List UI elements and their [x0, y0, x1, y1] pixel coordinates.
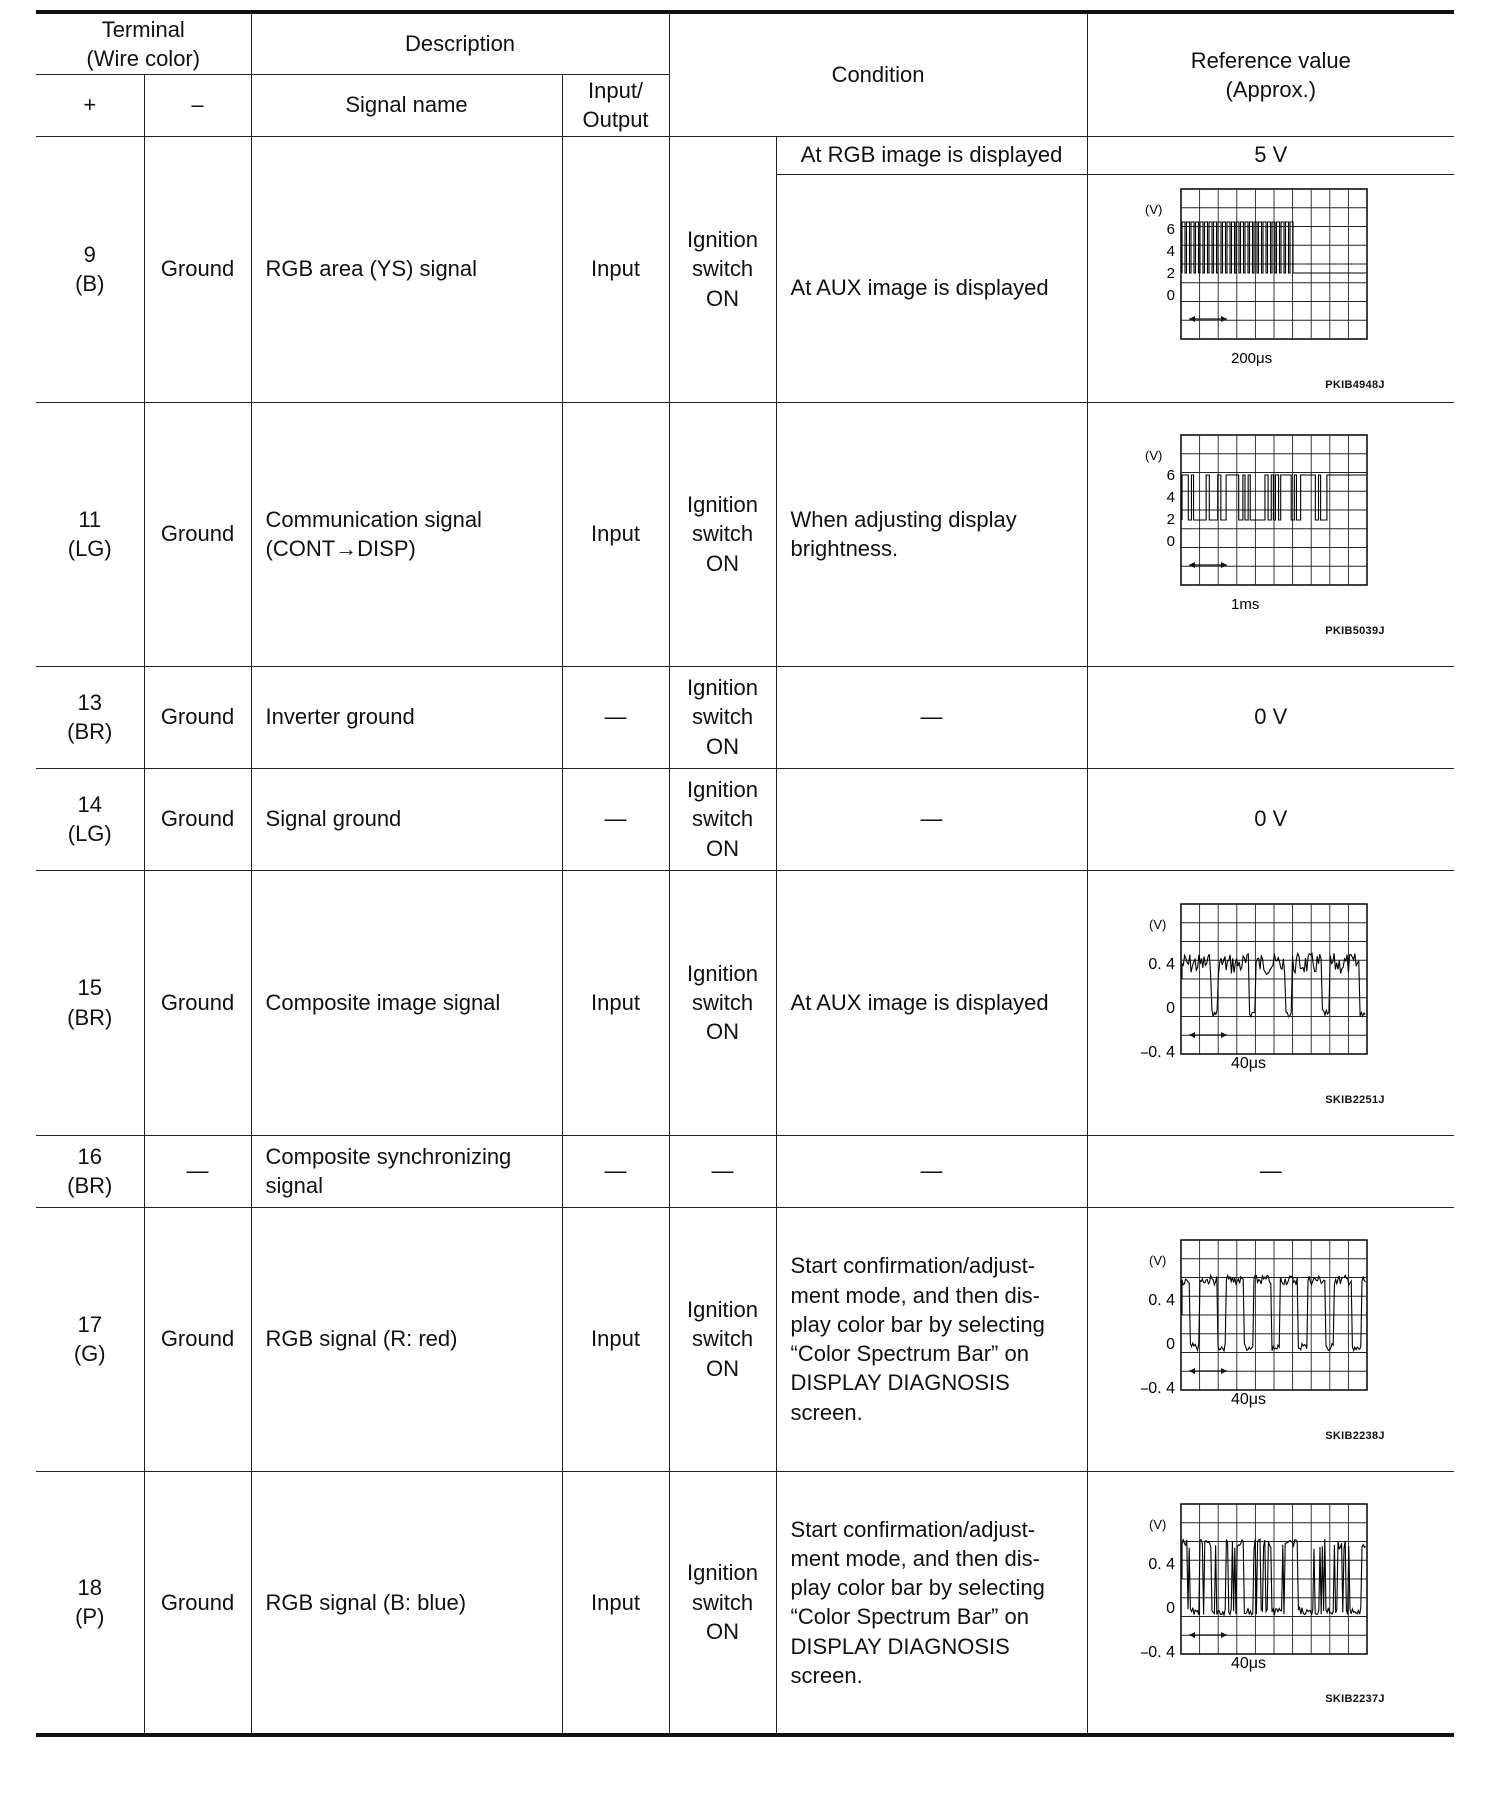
time-arrow-head: [1221, 562, 1227, 568]
waveform-id: SKIB2238J: [1325, 1430, 1385, 1442]
svg-text:40μs: 40μs: [1230, 1654, 1266, 1672]
waveform-composite: [1141, 894, 1401, 1104]
waveform-cell: [1087, 1471, 1454, 1735]
ground-cell: Ground: [144, 136, 251, 402]
condition-cell: At AUX image is displayed: [776, 870, 1087, 1135]
table-row: [36, 666, 1454, 768]
signal-name: Composite image signal: [251, 870, 562, 1135]
header-minus: –: [144, 74, 251, 136]
scope-graticule: [1181, 1240, 1367, 1390]
terminal-number: 14 (LG): [36, 768, 144, 870]
ground-cell: Ground: [144, 870, 251, 1135]
waveform-cell: [1087, 174, 1454, 402]
header-plus: +: [36, 74, 144, 136]
condition-cell: —: [776, 1135, 1087, 1207]
io-cell: Input: [562, 1207, 669, 1471]
sub-value: 5 V: [1087, 136, 1454, 174]
terminal-reference-table: [36, 10, 1454, 1737]
svg-text:0: 0: [1166, 287, 1175, 305]
header-description: Description: [251, 12, 669, 74]
table-row: [36, 870, 1454, 1135]
scope-graticule: [1181, 1504, 1367, 1654]
time-arrow-tail: [1189, 1032, 1195, 1038]
ground-cell: Ground: [144, 768, 251, 870]
ground-cell: Ground: [144, 1207, 251, 1471]
table-row: [36, 136, 1454, 174]
waveform-comm: [1141, 425, 1401, 635]
condition-cell: —: [776, 666, 1087, 768]
svg-text:40μs: 40μs: [1230, 1054, 1266, 1072]
scope-graticule: [1181, 189, 1367, 339]
waveform-cell: [1087, 870, 1454, 1135]
table-row: [36, 1207, 1454, 1471]
terminal-number: 18 (P): [36, 1471, 144, 1735]
table-row: [36, 1471, 1454, 1735]
sub-condition: At RGB image is displayed: [776, 136, 1087, 174]
header-input-output: Input/ Output: [562, 74, 669, 136]
signal-name: Inverter ground: [251, 666, 562, 768]
waveform-rgb-red: [1141, 1230, 1401, 1440]
svg-text:40μs: 40μs: [1230, 1391, 1266, 1409]
svg-text:0: 0: [1165, 1599, 1175, 1617]
ground-cell: —: [144, 1135, 251, 1207]
reference-value: 0 V: [1087, 768, 1454, 870]
waveform-id: PKIB4948J: [1325, 379, 1385, 391]
terminal-number: 16 (BR): [36, 1135, 144, 1207]
terminal-number: 9 (B): [36, 136, 144, 402]
svg-text:(V): (V): [1148, 916, 1167, 932]
svg-text:0. 4: 0. 4: [1148, 1555, 1175, 1573]
terminal-number: 11 (LG): [36, 402, 144, 666]
svg-text:–0. 4: –0. 4: [1140, 1380, 1175, 1398]
condition-cell: Start confirmation/adjust- ment mode, and then dis- play color bar by selecting “Color Spectrum Bar” on DISPLAY DIAGNOSIS screen.: [776, 1471, 1087, 1735]
header-reference-value: Reference value (Approx.): [1087, 12, 1454, 136]
ignition-cell: Ignition switch ON: [669, 768, 776, 870]
io-cell: Input: [562, 136, 669, 402]
time-arrow-tail: [1189, 1632, 1195, 1638]
svg-text:200μs: 200μs: [1230, 350, 1272, 368]
terminal-number: 17 (G): [36, 1207, 144, 1471]
time-arrow-tail: [1189, 316, 1195, 322]
table-row: [36, 402, 1454, 666]
header-signal-name: Signal name: [251, 74, 562, 136]
reference-value: —: [1087, 1135, 1454, 1207]
svg-text:2: 2: [1166, 265, 1175, 283]
io-cell: Input: [562, 402, 669, 666]
scope-graticule: [1181, 904, 1367, 1054]
svg-text:(V): (V): [1144, 202, 1163, 218]
waveform-id: SKIB2237J: [1325, 1693, 1385, 1706]
table-row: [36, 768, 1454, 870]
condition-cell: —: [776, 768, 1087, 870]
io-cell: —: [562, 1135, 669, 1207]
time-arrow-head: [1221, 1032, 1227, 1038]
svg-text:0: 0: [1165, 999, 1175, 1017]
svg-text:6: 6: [1166, 221, 1175, 239]
svg-text:(V): (V): [1144, 448, 1163, 464]
header-terminal: Terminal (Wire color): [36, 12, 251, 74]
signal-name: RGB area (YS) signal: [251, 136, 562, 402]
ground-cell: Ground: [144, 666, 251, 768]
time-arrow-head: [1221, 1632, 1227, 1638]
io-cell: —: [562, 666, 669, 768]
time-arrow-head: [1221, 1368, 1227, 1374]
ground-cell: Ground: [144, 402, 251, 666]
svg-text:0: 0: [1166, 533, 1175, 551]
time-arrow-head: [1221, 316, 1227, 322]
condition-cell: When adjusting display brightness.: [776, 402, 1087, 666]
svg-text:–0. 4: –0. 4: [1140, 1043, 1175, 1061]
svg-text:0. 4: 0. 4: [1148, 1292, 1175, 1310]
svg-text:–0. 4: –0. 4: [1140, 1643, 1175, 1661]
signal-name: Composite synchronizing signal: [251, 1135, 562, 1207]
ignition-cell: Ignition switch ON: [669, 402, 776, 666]
scope-graticule: [1181, 435, 1367, 585]
ignition-cell: —: [669, 1135, 776, 1207]
io-cell: Input: [562, 1471, 669, 1735]
header-condition: Condition: [669, 12, 1087, 136]
io-cell: Input: [562, 870, 669, 1135]
svg-text:(V): (V): [1148, 1253, 1167, 1269]
waveform-id: SKIB2251J: [1325, 1093, 1385, 1106]
reference-value: 0 V: [1087, 666, 1454, 768]
signal-name: RGB signal (B: blue): [251, 1471, 562, 1735]
svg-text:(V): (V): [1148, 1516, 1167, 1532]
ignition-cell: Ignition switch ON: [669, 1207, 776, 1471]
signal-name: Communication signal (CONT→DISP): [251, 402, 562, 666]
ground-cell: Ground: [144, 1471, 251, 1735]
waveform-rgb-blue: [1141, 1494, 1401, 1704]
time-arrow-tail: [1189, 1368, 1195, 1374]
signal-name: RGB signal (R: red): [251, 1207, 562, 1471]
svg-text:0: 0: [1165, 1336, 1175, 1354]
terminal-number: 15 (BR): [36, 870, 144, 1135]
waveform-id: PKIB5039J: [1325, 625, 1385, 637]
ignition-cell: Ignition switch ON: [669, 1471, 776, 1735]
svg-text:1ms: 1ms: [1230, 596, 1260, 614]
time-arrow-tail: [1189, 562, 1195, 568]
io-cell: —: [562, 768, 669, 870]
condition-cell: At AUX image is displayed: [776, 174, 1087, 402]
svg-text:6: 6: [1166, 467, 1175, 485]
svg-text:4: 4: [1166, 243, 1175, 261]
table-row: [36, 1135, 1454, 1207]
waveform-ys: [1141, 179, 1401, 389]
ignition-cell: Ignition switch ON: [669, 666, 776, 768]
waveform-cell: [1087, 1207, 1454, 1471]
condition-cell: Start confirmation/adjust- ment mode, and then dis- play color bar by selecting “Color Spectrum Bar” on DISPLAY DIAGNOSIS screen.: [776, 1207, 1087, 1471]
signal-name: Signal ground: [251, 768, 562, 870]
svg-text:4: 4: [1166, 489, 1175, 507]
ignition-cell: Ignition switch ON: [669, 136, 776, 402]
terminal-number: 13 (BR): [36, 666, 144, 768]
ignition-cell: Ignition switch ON: [669, 870, 776, 1135]
svg-text:0. 4: 0. 4: [1148, 955, 1175, 973]
waveform-cell: [1087, 402, 1454, 666]
svg-text:2: 2: [1166, 511, 1175, 529]
